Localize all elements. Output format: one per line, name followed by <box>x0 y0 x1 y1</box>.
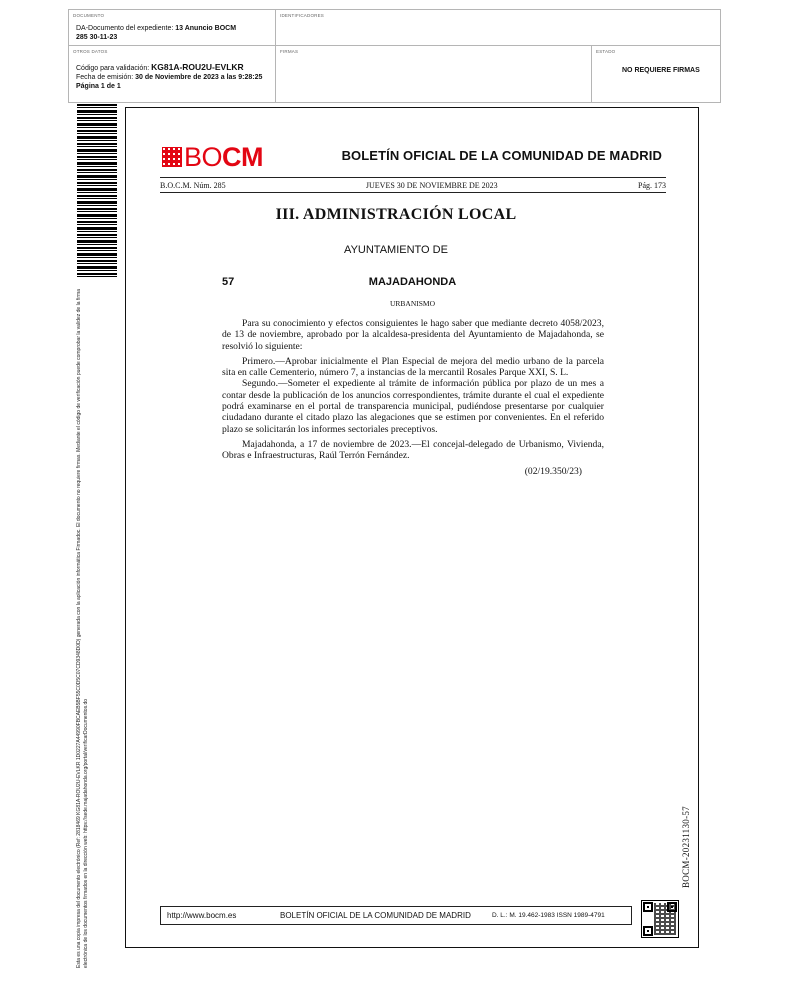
page-footer <box>160 906 632 925</box>
issue-date: Fecha de emisión: 30 de Noviembre de 2023 a las 9:28:25 <box>76 74 263 81</box>
logo-text-cm: CM <box>222 142 264 172</box>
validation-code: Código para validación: KG81A-ROU2U-EVLKR <box>76 62 244 72</box>
documento-caption: DOCUMENTO <box>73 13 105 18</box>
header-rule-top <box>160 177 666 178</box>
body-paragraph: Segundo.—Someter el expediente al trámite de información pública por plazo de un mes a contar desde la publicación de los anuncios correspondientes, trámite durante el cual el expediente podrá examinarse en el portal de transparencia municipal, pudiéndose presentarse por cualquier ciudadano durante el citado plazo las alegaciones que se estimen por convenientes. En el referido plazo se solicitarán los informes sectoriales preceptivos. <box>222 378 604 435</box>
estado-caption: ESTADO <box>596 49 616 54</box>
bocm-logo <box>162 143 263 171</box>
otros-datos-cell <box>69 46 276 102</box>
firmas-caption: FIRMAS <box>280 49 299 54</box>
qr-code-icon <box>641 900 679 938</box>
ayuntamiento-heading: AYUNTAMIENTO DE <box>344 244 448 256</box>
documento-cell <box>69 10 276 46</box>
area-heading: URBANISMO <box>389 299 435 308</box>
estado-value: NO REQUIERE FIRMAS <box>622 67 700 74</box>
body-paragraph: Para su conocimiento y efectos consiguientes le hago saber que mediante decreto 4058/2023, de 13 de noviembre, aprobado por la alcaldesa-presidenta del Ayuntamiento de Majadahonda, se resolvió lo siguiente: <box>222 318 604 352</box>
bocm-vertical-id: BOCM-20231130-57 <box>681 806 691 888</box>
madrid-stars-logo-icon <box>162 147 182 167</box>
issue-header <box>160 181 666 190</box>
town-heading: MAJADAHONDA <box>368 276 457 288</box>
body-paragraph: Primero.—Aprobar inicialmente el Plan Especial de mejora del medio urbano de la parcela sita en calle Cementerio, número 7, a instancias de la mercantil Rosales Parque XXI, S. L. <box>222 355 604 379</box>
body-paragraph: Majadahonda, a 17 de noviembre de 2023.—El concejal-delegado de Urbanismo, Vivienda, Obras e Infraestructuras, Raúl Terrón Fernández. <box>222 438 604 462</box>
page-number: Pág. 173 <box>638 181 666 190</box>
header-rule-bottom <box>160 192 666 193</box>
section-heading: III. ADMINISTRACIÓN LOCAL <box>275 206 517 223</box>
page-count: Página 1 de 1 <box>76 83 121 90</box>
journal-title: BOLETÍN OFICIAL DE LA COMUNIDAD DE MADRID <box>341 148 662 163</box>
issue-number: B.O.C.M. Núm. 285 <box>160 181 226 190</box>
firmas-cell <box>276 46 592 102</box>
bulletin-page <box>125 107 699 948</box>
verification-note: Esta es una copia impresa del documento electrónico (Ref: 2818469 KG81A-ROU2U-EVLKR 1D0227A44990FBCAEB5BF55C0D5C07CD9348D0D) generada con la aplicación informática Firmadoc. El documento no requiere firmas. Mediante el código de verificación puede comprobar la validez de la firma electrónica de los documentos firmados en la dirección web: https://sede.majadahonda.org/portal/verificarDocumentos.do <box>76 289 89 968</box>
document-metadata-table <box>68 9 721 103</box>
documento-line2: 285 30-11-23 <box>76 34 118 41</box>
anuncio-number: 57 <box>222 276 235 288</box>
logo-text-bo: BO <box>184 142 223 172</box>
estado-cell <box>592 46 720 102</box>
identificadores-caption: IDENTIFICADORES <box>280 13 325 18</box>
documento-line1: DA-Documento del expediente: 13 Anuncio BOCM <box>76 25 237 32</box>
otros-datos-caption: OTROS DATOS <box>73 49 108 54</box>
issue-date-line: JUEVES 30 DE NOVIEMBRE DE 2023 <box>365 181 498 190</box>
reference-code: (02/19.350/23) <box>524 465 582 477</box>
footer-legal-deposit: D. L.: M. 19.462-1983 ISSN 1989-4791 <box>492 912 605 919</box>
footer-url-link[interactable]: http://www.bocm.es <box>167 911 237 920</box>
announcement-body <box>222 318 604 481</box>
identificadores-cell <box>276 10 720 46</box>
footer-title: BOLETÍN OFICIAL DE LA COMUNIDAD DE MADRID <box>280 911 471 920</box>
